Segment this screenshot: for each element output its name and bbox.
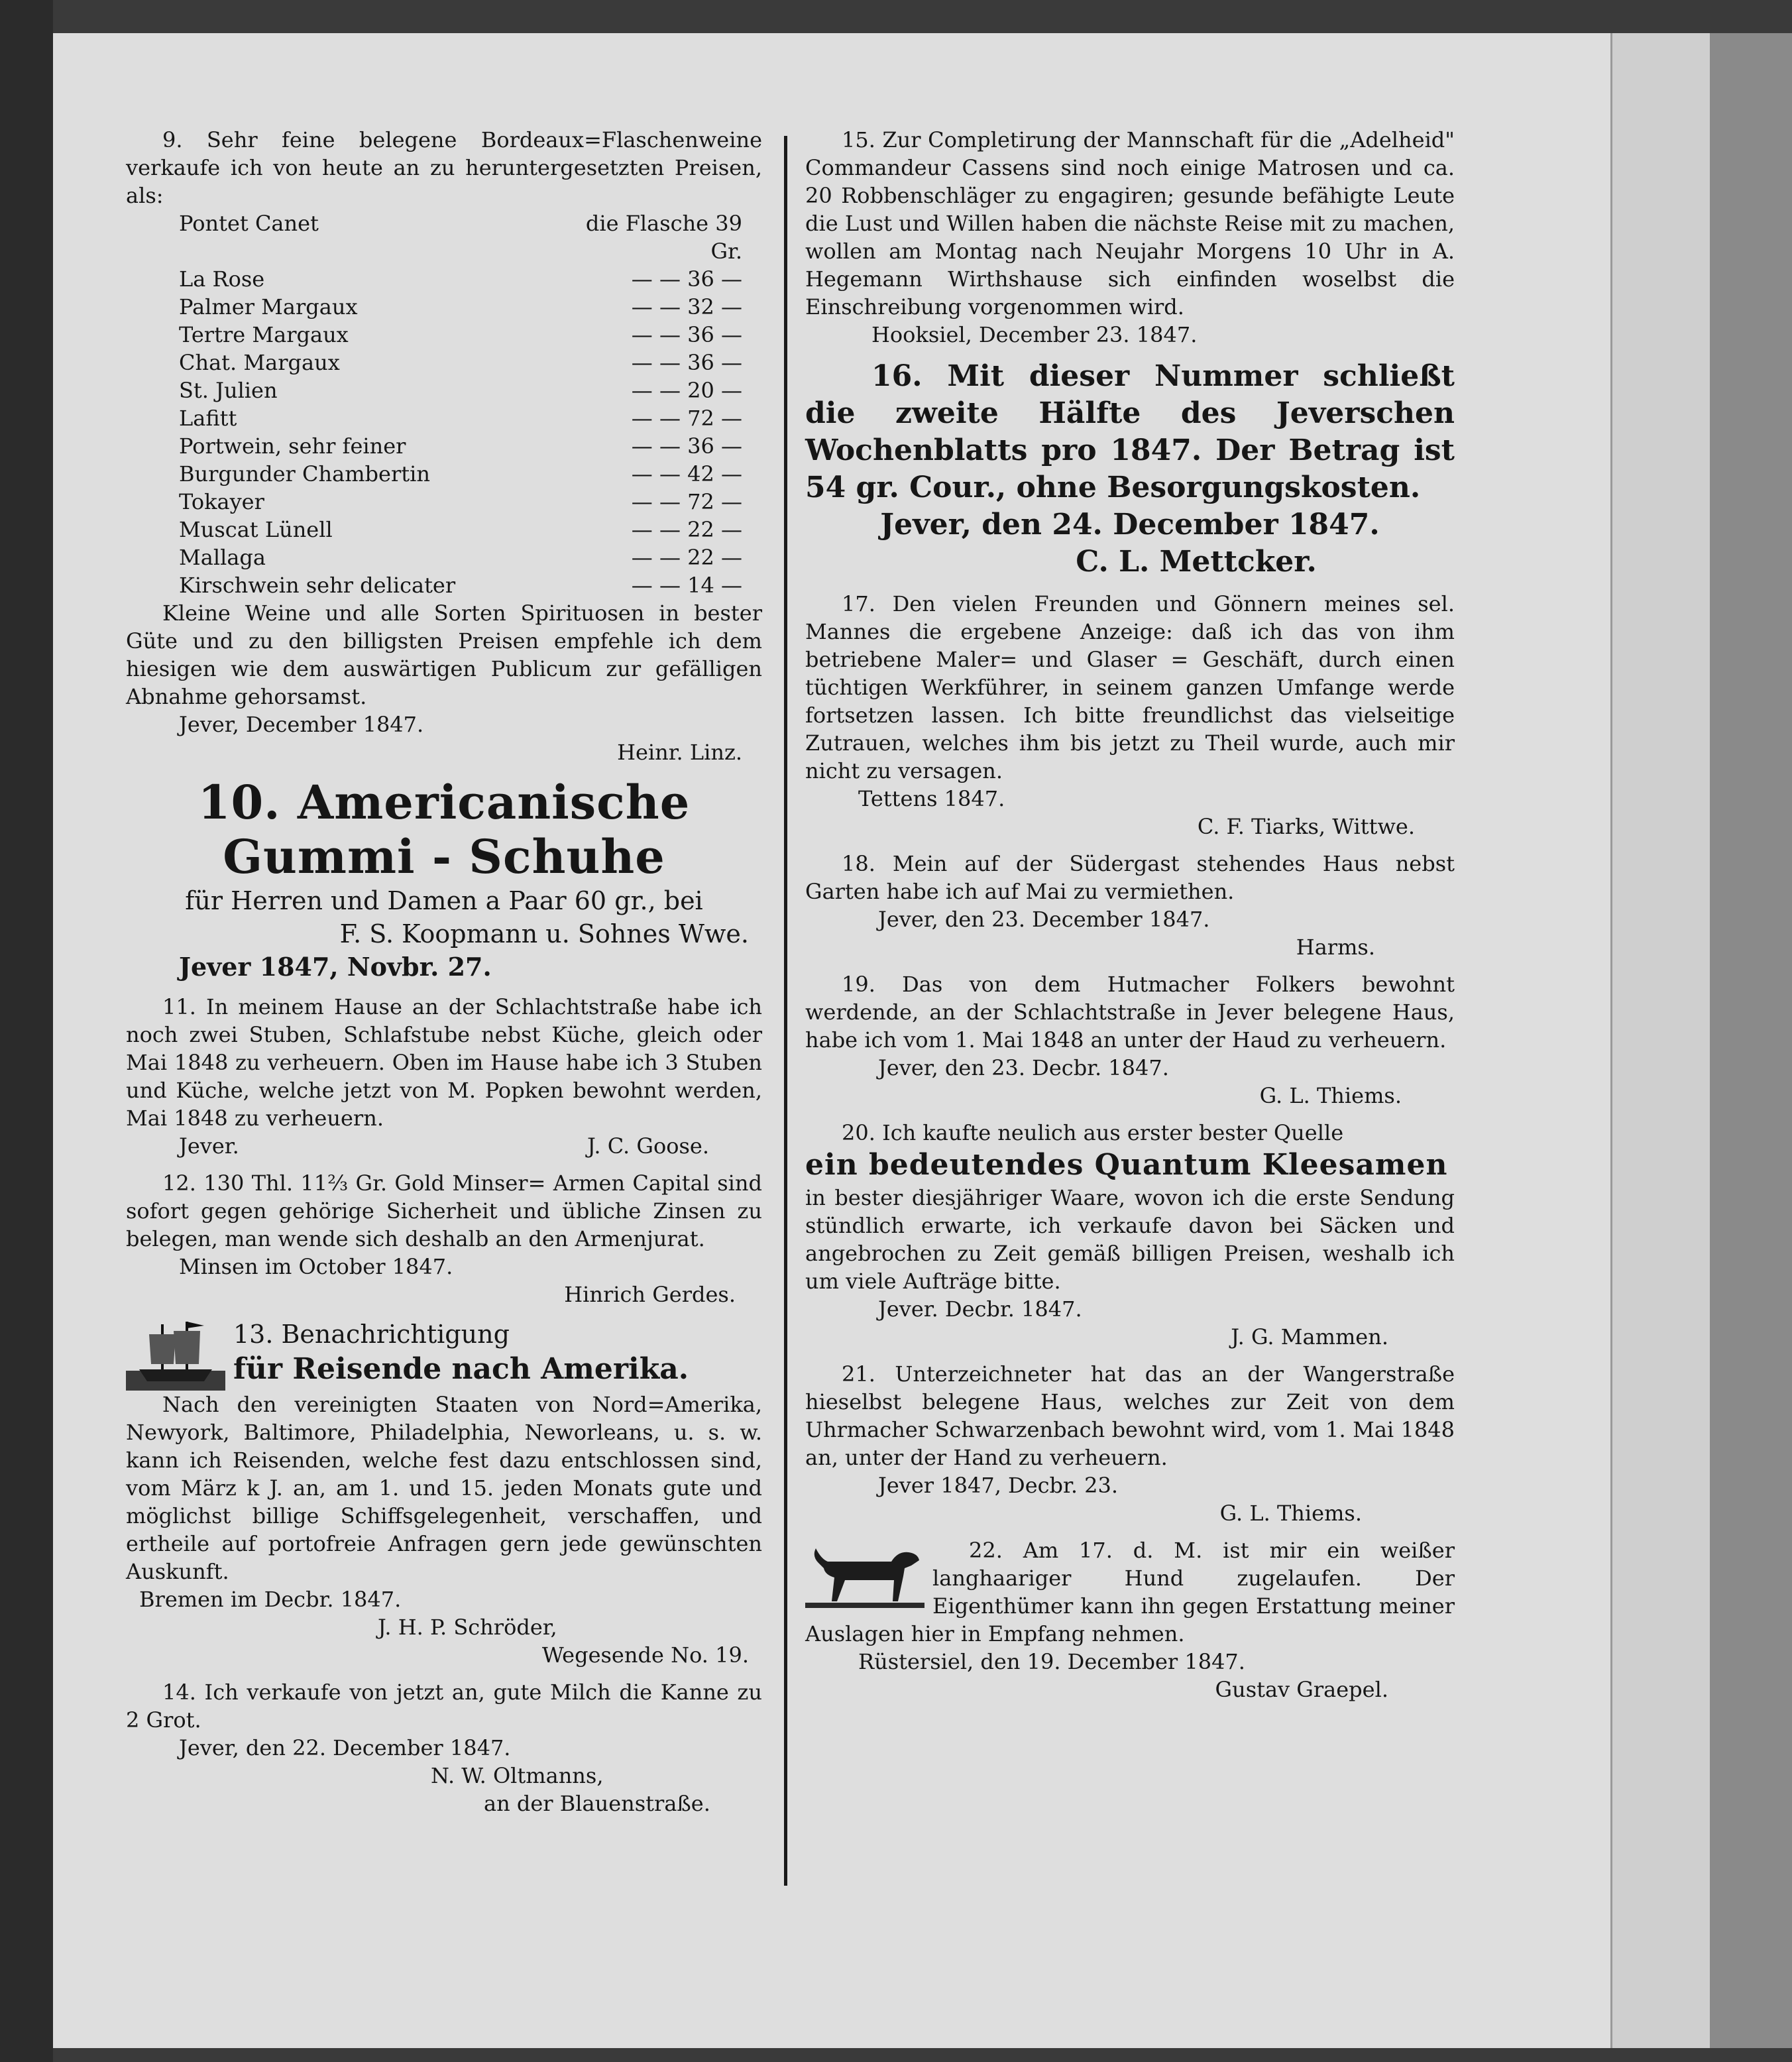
ad-10-line-2: F. S. Koopmann u. Sohnes Wwe. [339, 919, 749, 948]
wine-row: Pontet Canet die Flasche 39 Gr. [179, 211, 742, 264]
ad-22-date: Rüstersiel, den 19. December 1847. [858, 1649, 1245, 1674]
ad-22-body: 22. Am 17. d. M. ist mir ein weißer langhaariger Hund zugelaufen. Der Eigenthümer kann ihn gegen Erstattung meiner Auslagen hier in Empfang nehmen. [805, 1538, 1455, 1646]
ad-13-signature: J. H. P. Schröder, [378, 1615, 557, 1640]
ship-icon [126, 1318, 225, 1391]
ad-15 [805, 126, 1455, 349]
page-edge-shadow [1710, 33, 1792, 2048]
ad-20-intro: 20. Ich kaufte neulich aus erster bester Quelle [842, 1120, 1344, 1145]
ad-18-date: Jever, den 23. December 1847. [878, 907, 1210, 932]
ad-21-date: Jever 1847, Decbr. 23. [878, 1473, 1119, 1498]
ad-21-signature: G. L. Thiems. [1219, 1501, 1362, 1526]
ad-17-body: 17. Den vielen Freunden und Gönnern meines sel. Mannes die ergebene Anzeige: daß ich das von ihm betriebene Maler= und Glaser = Geschäft, durch einen tüchtigen Werkführer, in seinem ganzen Umfange werde fortsetzen lassen. Ich bitte freundlichst das vielseitige Zutrauen, welches ihm bis jetzt zu Theil wurde, auch mir nicht zu versagen. [805, 591, 1455, 783]
wine-list [126, 209, 762, 599]
ad-19-date: Jever, den 23. Decbr. 1847. [878, 1055, 1169, 1080]
wine-row: Kirschwein sehr delicater — — 14 — [179, 573, 742, 598]
ad-18 [805, 850, 1455, 961]
ad-20 [805, 1119, 1455, 1351]
page-edge [1610, 33, 1712, 2048]
ad-12-body: 12. 130 Thl. 11⅔ Gr. Gold Minser= Armen Capital sind sofort gegen gehörige Sicherheit und übliche Zinsen zu belegen, man wende sich deshalb an den Armenjurat. [126, 1171, 762, 1251]
wine-row: Tertre Margaux — — 36 — [179, 322, 742, 347]
ad-19-body: 19. Das von dem Hutmacher Folkers bewohnt werdende, an der Schlachtstraße in Jever belegene Haus, habe ich vom 1. Mai 1848 an unter der Haud zu verheuern. [805, 972, 1455, 1053]
ad-20-headline: ein bedeutendes Quantum Kleesamen [805, 1148, 1448, 1182]
left-column [126, 126, 762, 1817]
ad-16-signature: C. L. Mettcker. [1076, 545, 1317, 579]
ad-15-body: 15. Zur Completirung der Mannschaft für die „Adelheid" Commandeur Cassens sind noch einige Matrosen und ca. 20 Robbenschläger zu engagiren; gesunde befähigte Leute die Lust und Willen haben die nächste Reise mit zu machen, wollen am Montag nach Neujahr Morgens 10 Uhr in A. Hegemann Wirthshause sich einfinden woselbst die Einschreibung vorgenommen wird. [805, 127, 1455, 319]
ad-12-signature: Hinrich Gerdes. [564, 1282, 736, 1307]
ad-10-line-1: für Herren und Damen a Paar 60 gr., bei [185, 886, 703, 915]
wine-row: Muscat Lünell — — 22 — [179, 517, 742, 542]
ad-16-body: 16. Mit dieser Nummer schließt die zweite Hälfte des Jeverschen Wochenblatts pro 1847. Der Betrag ist 54 gr. Cour., ohne Besorgungskosten. [805, 359, 1455, 504]
right-column [805, 126, 1455, 1703]
ad-14-address: an der Blauenstraße. [484, 1791, 710, 1816]
ad-14 [126, 1678, 762, 1817]
ad-20-body: in bester diesjähriger Waare, wovon ich die erste Sendung stündlich erwarte, ich verkaufe davon bei Säcken und angebrochen zu Zeit gemäß billigen Preisen, weshalb ich um viele Aufträge bitte. [805, 1185, 1455, 1294]
ad-16-date: Jever, den 24. December 1847. [880, 508, 1380, 542]
ad-9 [126, 126, 762, 766]
dog-icon [805, 1536, 924, 1616]
book-binding [0, 0, 53, 2062]
wine-row: Burgunder Chambertin — — 42 — [179, 461, 742, 487]
ad-13-address: Wegesende No. 19. [541, 1642, 749, 1668]
wine-row: St. Julien — — 20 — [179, 378, 742, 403]
ad-12 [126, 1169, 762, 1308]
wine-row: Tokayer — — 72 — [179, 489, 742, 514]
ad-10 [126, 775, 762, 984]
wine-row: Mallaga — — 22 — [179, 545, 742, 570]
ad-14-body: 14. Ich verkaufe von jetzt an, gute Milch die Kanne zu 2 Grot. [126, 1680, 762, 1733]
ad-13-body: Nach den vereinigten Staaten von Nord=Amerika, Newyork, Baltimore, Philadelphia, Neworleans, u. s. w. kann ich Reisenden, welche fest dazu entschlossen sind, vom März k J. an, am 1. und 15. jeden Monats gute und möglichst billige Schiffsgelegenheit, verschaffen, und ertheile auf portofreie Anfragen gern jede gewünschten Auskunft. [126, 1392, 762, 1584]
ad-10-title-2: Gummi - Schuhe [223, 829, 665, 884]
ad-22 [805, 1536, 1455, 1703]
ad-18-body: 18. Mein auf der Südergast stehendes Haus nebst Garten habe ich auf Mai zu vermiethen. [805, 851, 1455, 904]
wine-row: La Rose — — 36 — [179, 266, 742, 292]
ad-9-intro: 9. Sehr feine belegene Bordeaux=Flaschenweine verkaufe ich von heute an zu heruntergesetzten Preisen, als: [126, 127, 762, 208]
ad-13 [126, 1318, 762, 1669]
ad-19-signature: G. L. Thiems. [1259, 1083, 1402, 1108]
wine-row: Palmer Margaux — — 32 — [179, 294, 742, 319]
ad-13-subheading: für Reisende nach Amerika. [233, 1352, 689, 1386]
column-rule [784, 136, 787, 1886]
ad-13-heading: 13. Benachrichtigung [233, 1320, 510, 1349]
ad-17 [805, 590, 1455, 840]
ad-21-body: 21. Unterzeichneter hat das an der Wangerstraße hieselbst belegene Haus, welches zur Zeit von dem Uhrmacher Schwarzenbach bewohnt wird, vom 1. Mai 1848 an, unter der Hand zu verheuern. [805, 1361, 1455, 1470]
ad-9-body: Kleine Weine und alle Sorten Spirituosen in bester Güte und zu den billigsten Preisen empfehle ich dem hiesigen wie dem auswärtigen Publicum zur gefälligen Abnahme gehorsamst. [126, 601, 762, 709]
ad-11-body: 11. In meinem Hause an der Schlachtstraße habe ich noch zwei Stuben, Schlafstube nebst Küche, gleich oder Mai 1848 zu verheuern. Oben im Hause habe ich 3 Stuben und Küche, welche jetzt von M. Popken bewohnt werden, Mai 1848 zu verheuern. [126, 994, 762, 1131]
ad-9-signature: Heinr. Linz. [617, 740, 742, 765]
ad-17-signature: C. F. Tiarks, Wittwe. [1197, 814, 1415, 839]
ad-12-date: Minsen im October 1847. [179, 1254, 453, 1279]
ad-15-date: Hooksiel, December 23. 1847. [871, 322, 1198, 347]
wine-row: Lafitt — — 72 — [179, 406, 742, 431]
ad-10-title: 10. Americanische [197, 775, 691, 830]
wine-row: Portwein, sehr feiner — — 36 — [179, 433, 742, 459]
ad-18-signature: Harms. [1296, 935, 1375, 960]
ad-17-date: Tettens 1847. [858, 786, 1005, 811]
ad-21 [805, 1360, 1455, 1527]
ad-19 [805, 970, 1455, 1110]
ad-22-signature: Gustav Graepel. [1215, 1677, 1388, 1702]
ad-10-line-3: Jever 1847, Novbr. 27. [179, 952, 492, 982]
ad-14-signature: N. W. Oltmanns, [431, 1763, 604, 1788]
ad-20-date: Jever. Decbr. 1847. [878, 1296, 1082, 1322]
ad-11 [126, 993, 762, 1160]
ad-14-date: Jever, den 22. December 1847. [179, 1735, 511, 1760]
ad-11-signature: J. C. Goose. [587, 1133, 709, 1159]
ad-13-date: Bremen im Decbr. 1847. [139, 1587, 402, 1612]
ad-20-signature: J. G. Mammen. [1231, 1324, 1388, 1349]
wine-row: Chat. Margaux — — 36 — [179, 350, 742, 375]
ad-11-place: Jever. [179, 1133, 239, 1159]
ad-16 [805, 358, 1455, 581]
ad-9-date: Jever, December 1847. [179, 712, 424, 737]
